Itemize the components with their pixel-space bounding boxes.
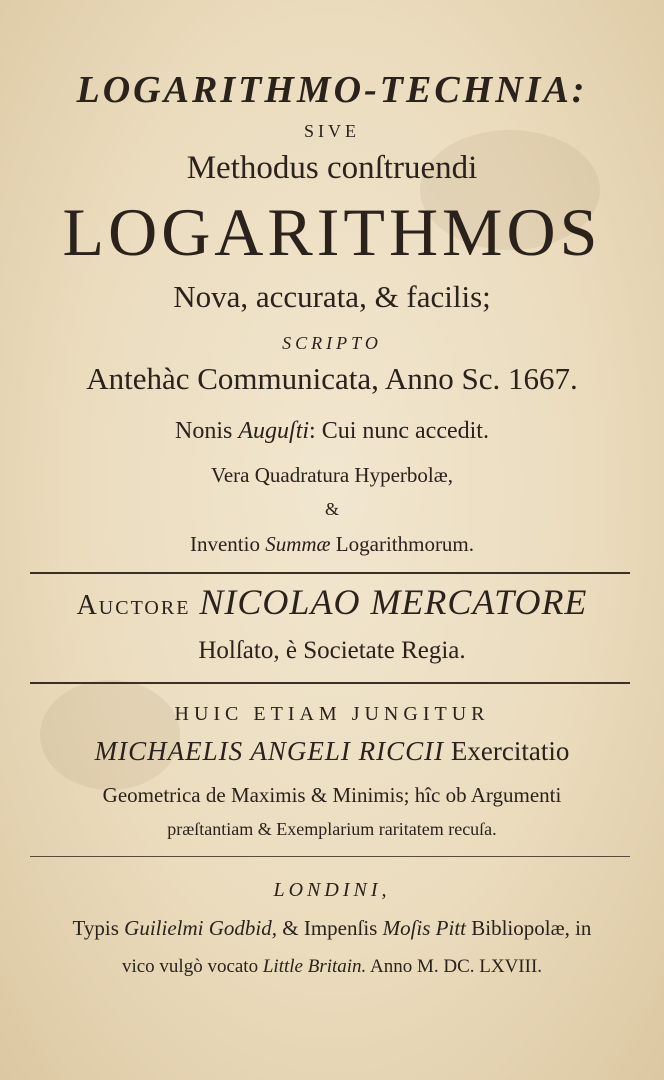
vico-text: vico vulgò vocato bbox=[121, 956, 259, 977]
holsato-line: Holſato, è Societate Regia. bbox=[198, 637, 466, 664]
auctore-label: Auctore bbox=[76, 590, 191, 621]
nonis-text: Nonis bbox=[175, 418, 233, 444]
geometrica-line: Geometrica de Maximis & Minimis; hîc ob Argumenti bbox=[102, 783, 562, 807]
rule-bottom bbox=[30, 856, 630, 857]
logarithmorum-text: Logarithmorum. bbox=[335, 532, 475, 556]
londini-label: LONDINI, bbox=[273, 879, 391, 901]
imprint-line bbox=[0, 916, 664, 941]
nonis-line bbox=[0, 418, 664, 445]
book-title: LOGARITHMO-TECHNIA: bbox=[76, 69, 588, 111]
bibliopolae-text: Bibliopolæ, in bbox=[471, 916, 592, 940]
qualities-line: Nova, accurata, & facilis; bbox=[173, 279, 491, 314]
huic-line: HUIC ETIAM JUNGITUR bbox=[174, 703, 490, 725]
scripto-label: SCRIPTO bbox=[282, 333, 382, 353]
publisher-name: Moſis Pitt bbox=[382, 916, 466, 940]
inventio-line bbox=[0, 532, 664, 557]
summae-text: Summæ bbox=[265, 532, 331, 556]
impensis-text: & Impenſis bbox=[282, 916, 378, 940]
printer-name: Guilielmi Godbid, bbox=[124, 916, 277, 940]
little-britain-text: Little Britain. bbox=[262, 956, 367, 977]
riccii-line bbox=[0, 736, 664, 767]
author-name: NICOLAO MERCATORE bbox=[199, 582, 588, 622]
sive-label: SIVE bbox=[304, 121, 360, 141]
rule-top bbox=[30, 572, 630, 574]
anno-text: Anno M. DC. LXVIII. bbox=[370, 956, 543, 977]
vico-line bbox=[0, 956, 664, 978]
ampersand-line: & bbox=[324, 499, 339, 519]
auctore-line bbox=[0, 581, 664, 623]
inventio-text: Inventio bbox=[189, 532, 260, 556]
riccii-name: MICHAELIS ANGELI RICCII bbox=[94, 736, 445, 766]
rule-middle bbox=[30, 682, 630, 684]
exercitatio-text: Exercitatio bbox=[450, 736, 570, 766]
augusti-text: Auguſti bbox=[238, 418, 310, 444]
subtitle: Methodus conſtruendi bbox=[186, 150, 478, 186]
main-word: LOGARITHMOS bbox=[62, 194, 602, 270]
communicata-line: Antehàc Communicata, Anno Sc. 1667. bbox=[86, 361, 578, 396]
praestantiam-line: præſtantiam & Exemplarium raritatem recuſa. bbox=[167, 819, 497, 839]
paper-stain bbox=[40, 680, 180, 790]
nonis-rest-text: : Cui nunc accedit. bbox=[309, 418, 489, 444]
vera-line: Vera Quadratura Hyperbolæ, bbox=[211, 463, 453, 487]
typis-text: Typis bbox=[72, 916, 119, 940]
